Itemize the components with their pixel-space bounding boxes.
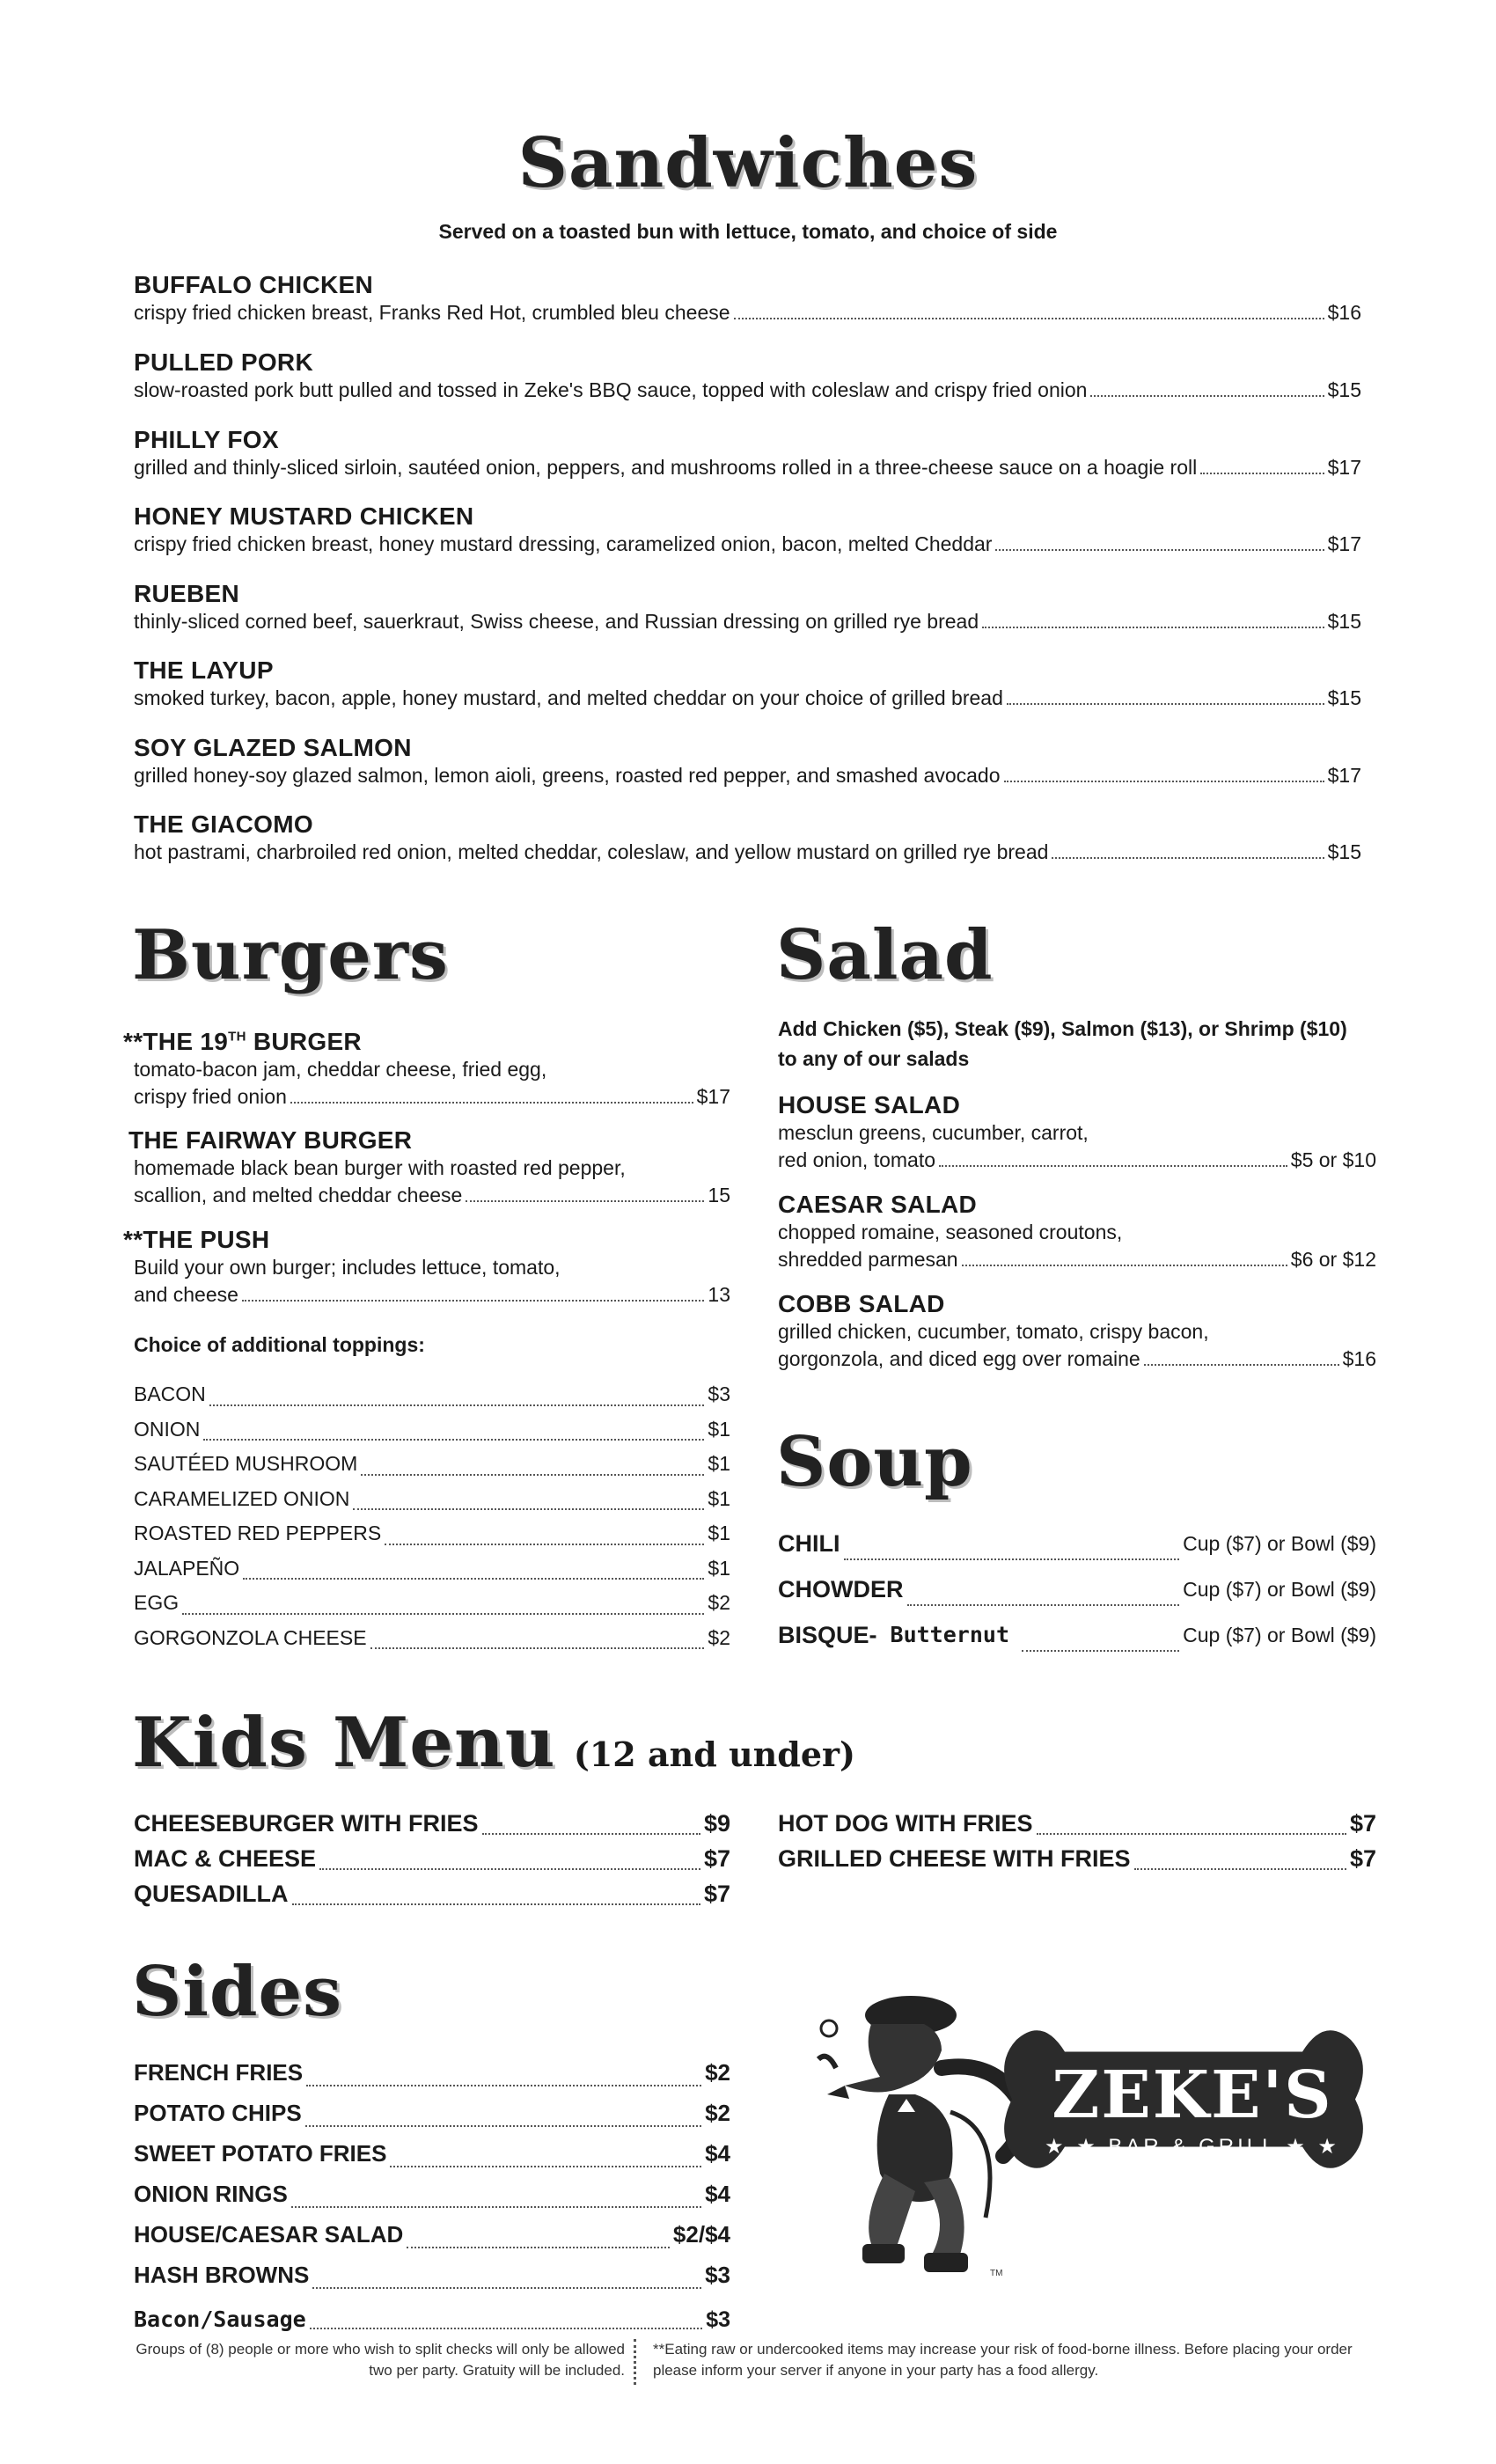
sandwich-desc: crispy fried chicken breast, Franks Red Hot, crumbled bleu cheese — [134, 301, 730, 324]
dot-leader — [385, 1544, 704, 1545]
burger-price-row — [123, 1083, 730, 1110]
dot-leader — [312, 2287, 701, 2289]
topping-item — [134, 1551, 730, 1587]
salad-desc: chopped romaine, seasoned croutons, — [778, 1221, 1123, 1243]
burger-item — [123, 1028, 730, 1110]
sandwich-desc-row — [134, 685, 1361, 711]
sandwich-price: $17 — [1327, 456, 1361, 479]
soup-name: CHOWDER — [778, 1576, 904, 1602]
star-icon: ★ ★ — [1045, 2135, 1109, 2159]
sandwich-name: RUEBEN — [134, 580, 240, 607]
topping-name: GORGONZOLA CHEESE — [134, 1625, 367, 1649]
sandwich-name: HONEY MUSTARD CHICKEN — [134, 502, 474, 530]
topping-item — [134, 1377, 730, 1412]
dot-leader — [407, 2247, 670, 2248]
dot-leader — [182, 1613, 704, 1615]
salad-desc: red onion, tomato — [778, 1148, 936, 1171]
kids-name: QUESADILLA — [134, 1881, 289, 1907]
toppings-list — [134, 1377, 730, 1655]
kids-list-right — [778, 1806, 1376, 1876]
dot-leader — [995, 549, 1324, 551]
kids-name: GRILLED CHEESE WITH FRIES — [778, 1845, 1131, 1872]
sandwich-name: PHILLY FOX — [134, 426, 279, 453]
burger-item — [128, 1126, 730, 1208]
salad-note — [778, 1014, 1394, 1074]
burger-name-sup: TH — [228, 1029, 246, 1045]
topping-item — [134, 1412, 730, 1448]
topping-name: JALAPEÑO — [134, 1556, 240, 1580]
dot-leader — [370, 1647, 705, 1649]
sandwich-desc-row — [134, 762, 1361, 788]
dot-leader — [1007, 703, 1324, 705]
topping-name: BACON — [134, 1382, 206, 1405]
topping-price: $2 — [708, 1591, 730, 1614]
dot-leader — [361, 1474, 704, 1476]
side-price: $2 — [705, 2059, 730, 2086]
sandwiches-subtitle: Served on a toasted bun with lettuce, tomato, and choice of side — [438, 220, 1058, 243]
kids-item — [134, 1876, 730, 1911]
kids-heading: Kids Menu — [132, 1703, 556, 1783]
dot-leader — [962, 1265, 1287, 1266]
topping-price: $2 — [708, 1625, 730, 1649]
topping-item — [134, 1586, 730, 1621]
salad-note-line: to any of our salads — [778, 1047, 970, 1070]
dot-leader — [1200, 473, 1324, 474]
topping-price: $3 — [708, 1382, 730, 1405]
burger-price: 13 — [708, 1283, 730, 1306]
sandwich-price: $15 — [1327, 686, 1361, 709]
sandwich-desc-row — [134, 839, 1361, 865]
side-name: SWEET POTATO FRIES — [134, 2140, 387, 2167]
sandwich-price: $17 — [1327, 764, 1361, 787]
dot-leader — [1090, 395, 1324, 397]
kids-list-left — [134, 1806, 730, 1911]
topping-name: SAUTÉED MUSHROOM — [134, 1452, 358, 1475]
sandwich-item — [134, 271, 1361, 326]
topping-item — [134, 1447, 730, 1482]
salad-note-line: Add Chicken ($5), Steak ($9), Salmon ($13), or Shrimp ($10) — [778, 1017, 1347, 1040]
burger-name-pre: **THE 19 — [123, 1028, 229, 1055]
dot-leader — [209, 1404, 705, 1406]
kids-price: $7 — [703, 1845, 730, 1872]
kids-item — [778, 1841, 1376, 1876]
kids-subtitle: (12 and under) — [573, 1734, 856, 1774]
dot-leader — [939, 1165, 1287, 1167]
salad-item — [778, 1290, 1376, 1372]
burger-desc: scallion, and melted cheddar cheese — [134, 1184, 463, 1206]
sandwich-name: THE LAYUP — [134, 656, 274, 684]
topping-item — [134, 1482, 730, 1517]
sandwich-desc: slow-roasted pork butt pulled and tossed in Zeke's BBQ sauce, topped with coleslaw and crispy fried onion — [134, 378, 1088, 401]
kids-price: $7 — [1349, 1845, 1376, 1872]
burger-name: THE FAIRWAY BURGER — [128, 1126, 413, 1154]
dot-leader — [982, 627, 1324, 628]
side-name: HASH BROWNS — [134, 2262, 310, 2288]
salad-list — [778, 1091, 1376, 1390]
sandwich-desc: thinly-sliced corned beef, sauerkraut, Swiss cheese, and Russian dressing on grilled rye bread — [134, 610, 979, 633]
sandwich-price: $16 — [1327, 301, 1361, 324]
soup-list — [778, 1521, 1376, 1658]
topping-name: EGG — [134, 1591, 180, 1614]
salad-price-row — [778, 1147, 1376, 1173]
side-name: FRENCH FRIES — [134, 2059, 304, 2086]
dot-leader — [1004, 781, 1324, 782]
soup-heading: Soup — [776, 1422, 973, 1502]
kids-heading-wrap — [132, 1703, 855, 1783]
burger-desc: tomato-bacon jam, cheddar cheese, fried egg, — [134, 1058, 547, 1081]
salad-desc: mesclun greens, cucumber, carrot, — [778, 1121, 1089, 1144]
side-price: $2 — [705, 2100, 730, 2126]
kids-name: MAC & CHEESE — [134, 1845, 317, 1872]
footer-left-note: Groups of (8) people or more who wish to split checks will only be allowed two per party. Gratuity will be included. — [136, 2341, 625, 2379]
salad-price-row — [778, 1346, 1376, 1372]
sides-list — [134, 2052, 730, 2295]
burger-name — [123, 1028, 730, 1056]
soup-price: Cup ($7) or Bowl ($9) — [1183, 1624, 1376, 1646]
side-item — [134, 2052, 730, 2093]
dot-leader — [292, 1903, 700, 1905]
trademark-mark: TM — [990, 2269, 1003, 2278]
topping-price: $1 — [708, 1522, 730, 1544]
burger-desc: crispy fried onion — [134, 1085, 287, 1108]
sides-item-extra — [134, 2304, 730, 2336]
sandwich-price: $15 — [1327, 840, 1361, 863]
dot-leader — [1052, 857, 1324, 859]
salad-desc: shredded parmesan — [778, 1248, 958, 1271]
topping-name: ROASTED RED PEPPERS — [134, 1522, 382, 1544]
sandwich-item — [134, 580, 1361, 634]
side-name: Bacon/Sausage — [134, 2306, 306, 2332]
soup-item — [778, 1521, 1376, 1566]
dot-leader — [306, 2085, 701, 2086]
logo-tagline — [1043, 2134, 1342, 2160]
salad-heading: Salad — [776, 915, 994, 995]
salad-price-row — [778, 1246, 1376, 1272]
dot-leader — [734, 318, 1324, 319]
sandwich-item — [134, 348, 1361, 403]
dot-leader — [319, 1868, 700, 1870]
kids-name: HOT DOG WITH FRIES — [778, 1810, 1033, 1837]
salad-item — [778, 1191, 1376, 1272]
dot-leader — [1144, 1364, 1339, 1366]
burger-price: $17 — [696, 1085, 730, 1108]
soup-price: Cup ($7) or Bowl ($9) — [1183, 1578, 1376, 1601]
footer-divider — [634, 2339, 636, 2385]
sandwich-name: BUFFALO CHICKEN — [134, 271, 374, 298]
burger-desc: and cheese — [134, 1283, 238, 1306]
sandwich-desc: grilled and thinly-sliced sirloin, sautéed onion, peppers, and mushrooms rolled in a three-cheese sauce on a hoagie roll — [134, 456, 1198, 479]
topping-item — [134, 1621, 730, 1656]
topping-price: $1 — [708, 1452, 730, 1475]
sandwich-price: $15 — [1327, 610, 1361, 633]
side-price: $2/$4 — [672, 2221, 730, 2248]
salad-name: COBB SALAD — [778, 1290, 945, 1317]
sandwich-item — [134, 656, 1361, 711]
topping-item — [134, 1516, 730, 1551]
side-name: POTATO CHIPS — [134, 2100, 302, 2126]
burgers-heading: Burgers — [132, 915, 449, 995]
side-item — [134, 2174, 730, 2214]
side-price: $3 — [705, 2262, 730, 2288]
side-price: $3 — [706, 2307, 730, 2332]
sandwich-name: PULLED PORK — [134, 348, 313, 376]
side-item — [134, 2093, 730, 2133]
sandwich-desc-row — [134, 299, 1361, 326]
sandwich-price: $15 — [1327, 378, 1361, 401]
side-price: $4 — [705, 2140, 730, 2167]
side-item — [134, 2133, 730, 2174]
toppings-heading: Choice of additional toppings: — [134, 1333, 425, 1356]
salad-price: $16 — [1342, 1347, 1376, 1370]
footer-right-note: **Eating raw or undercooked items may increase your risk of food-borne illness. Before placing your order please inform your server if anyone in your party has a food allergy. — [653, 2341, 1353, 2379]
salad-price: $6 or $12 — [1290, 1248, 1376, 1271]
sandwich-name: SOY GLAZED SALMON — [134, 734, 412, 761]
dot-leader — [1037, 1833, 1346, 1835]
salad-desc: grilled chicken, cucumber, tomato, crispy bacon, — [778, 1320, 1209, 1343]
dot-leader — [390, 2166, 701, 2167]
burger-price-row — [123, 1281, 730, 1308]
sandwich-desc: crispy fried chicken breast, honey mustard dressing, caramelized onion, bacon, melted Cheddar — [134, 532, 993, 555]
soup-name: BISQUE- — [778, 1622, 877, 1648]
kids-price: $7 — [1349, 1810, 1376, 1837]
burger-price: 15 — [708, 1184, 730, 1206]
kids-item — [778, 1806, 1376, 1841]
kids-price: $7 — [703, 1881, 730, 1907]
dot-leader — [243, 1578, 704, 1580]
side-price: $4 — [705, 2181, 730, 2207]
logo-name: ZEKE'S — [1052, 2057, 1333, 2133]
side-name: ONION RINGS — [134, 2181, 288, 2207]
sides-heading: Sides — [132, 1952, 343, 2032]
dot-leader — [203, 1439, 704, 1441]
salad-item — [778, 1091, 1376, 1173]
topping-price: $1 — [708, 1486, 730, 1510]
salad-price: $5 or $10 — [1290, 1148, 1376, 1171]
kids-item — [134, 1806, 730, 1841]
topping-name: ONION — [134, 1417, 201, 1441]
zekes-logo — [810, 1954, 1382, 2323]
dot-leader — [291, 2206, 701, 2208]
sandwich-desc: grilled honey-soy glazed salmon, lemon aioli, greens, roasted red pepper, and smashed avocado — [134, 764, 1001, 787]
soup-name-extra: Butternut — [890, 1622, 1009, 1647]
sandwich-desc-row — [134, 531, 1361, 557]
sandwich-desc-row — [134, 454, 1361, 480]
sandwich-desc: hot pastrami, charbroiled red onion, melted cheddar, coleslaw, and yellow mustard on grilled rye bread — [134, 840, 1049, 863]
topping-price: $1 — [708, 1417, 730, 1441]
salad-desc: gorgonzola, and diced egg over romaine — [778, 1347, 1140, 1370]
topping-price: $1 — [708, 1556, 730, 1580]
dot-leader — [482, 1833, 700, 1835]
soup-name: CHILI — [778, 1530, 840, 1557]
dot-leader — [353, 1508, 704, 1510]
soup-price: Cup ($7) or Bowl ($9) — [1183, 1532, 1376, 1555]
soup-item — [778, 1566, 1376, 1612]
star-icon: ★ ★ — [1276, 2135, 1340, 2159]
dot-leader — [1134, 1868, 1346, 1870]
logo-tagline-text: BAR & GRILL — [1108, 2135, 1277, 2159]
burger-item — [123, 1226, 730, 1308]
burger-price-row — [128, 1182, 730, 1208]
sandwich-item — [134, 426, 1361, 480]
sandwiches-heading: Sandwiches — [517, 123, 979, 203]
salad-name: CAESAR SALAD — [778, 1191, 978, 1218]
salad-name: HOUSE SALAD — [778, 1091, 961, 1118]
burger-name: **THE PUSH — [123, 1226, 270, 1253]
kids-name: CHEESEBURGER WITH FRIES — [134, 1810, 479, 1837]
kids-item — [134, 1841, 730, 1876]
sandwich-item — [134, 810, 1361, 865]
dot-leader — [305, 2125, 701, 2127]
soup-item — [778, 1612, 1376, 1658]
side-name: HOUSE/CAESAR SALAD — [134, 2221, 404, 2248]
sandwich-item — [134, 734, 1361, 788]
sandwich-item — [134, 502, 1361, 557]
sandwich-desc-row — [134, 377, 1361, 403]
burger-desc: homemade black bean burger with roasted red pepper, — [134, 1156, 626, 1179]
topping-name: CARAMELIZED ONION — [134, 1486, 350, 1510]
sandwich-desc-row — [134, 608, 1361, 634]
side-item — [134, 2255, 730, 2295]
burger-desc: Build your own burger; includes lettuce, tomato, — [134, 1256, 561, 1279]
sandwich-price: $17 — [1327, 532, 1361, 555]
kids-price: $9 — [703, 1810, 730, 1837]
sandwich-name: THE GIACOMO — [134, 810, 313, 838]
sandwich-desc: smoked turkey, bacon, apple, honey mustard, and melted cheddar on your choice of grilled bread — [134, 686, 1003, 709]
burger-name-post: BURGER — [246, 1028, 362, 1055]
side-item — [134, 2214, 730, 2255]
